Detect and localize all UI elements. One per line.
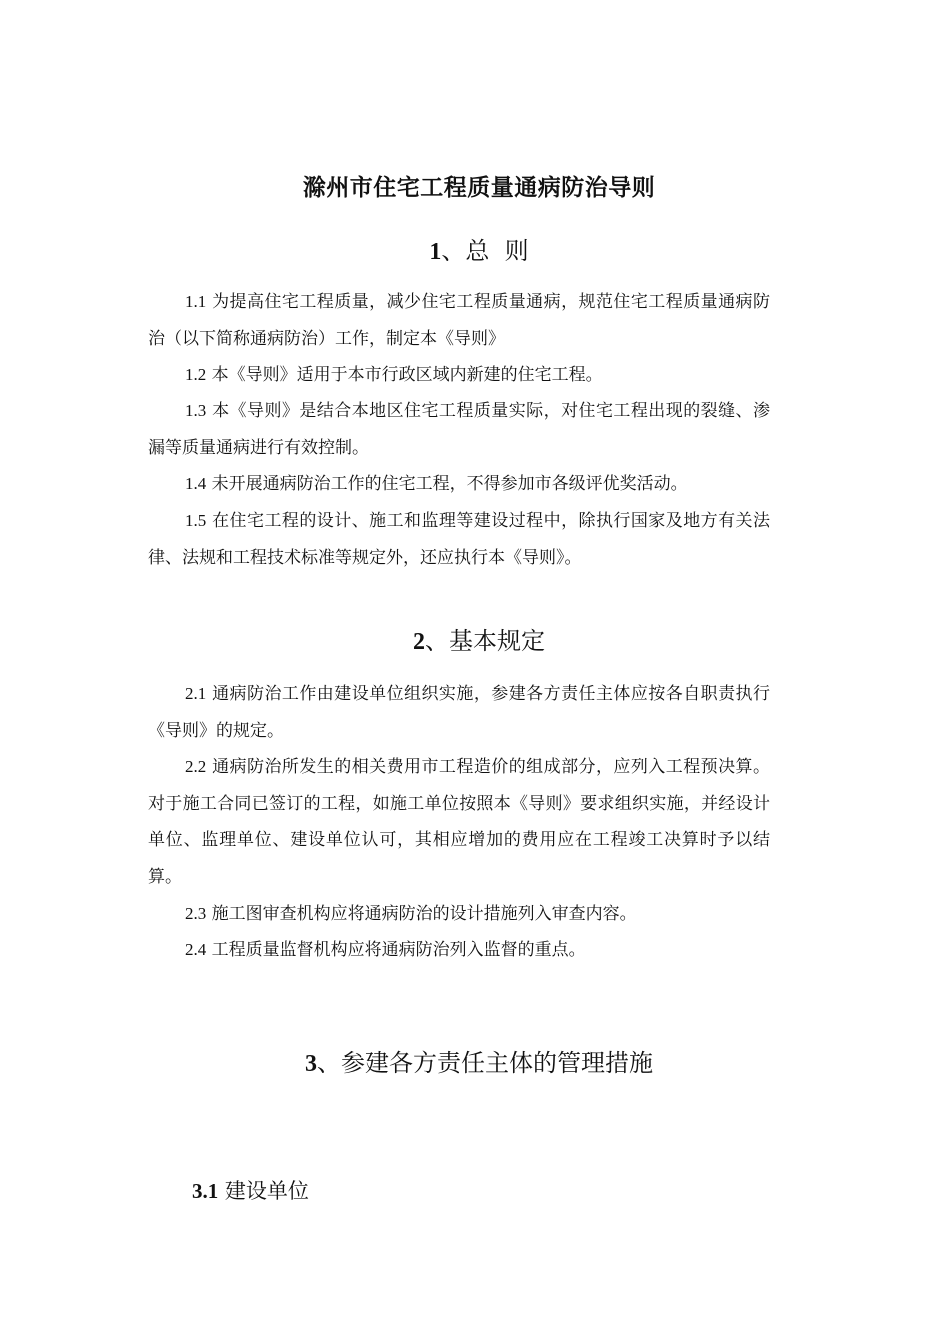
clause-number: 1.1 (185, 292, 207, 311)
clause-text: 本《导则》是结合本地区住宅工程质量实际，对住宅工程出现的裂缝、渗漏等质量通病进行有效控制。 (148, 401, 770, 458)
subsection-title: 建设单位 (218, 1179, 309, 1203)
paragraph-2-3 (148, 896, 770, 933)
clause-number: 2.4 (185, 940, 207, 959)
paragraph-1-3 (148, 393, 770, 466)
clause-number: 1.3 (185, 401, 207, 420)
subsection-heading-3-1 (192, 1176, 309, 1206)
section-number: 3 (305, 1051, 317, 1077)
clause-number: 1.5 (185, 511, 207, 530)
section-heading-3 (0, 1046, 950, 1081)
clause-text: 施工图审查机构应将通病防治的设计措施列入审查内容。 (206, 904, 637, 924)
clause-text: 本《导则》适用于本市行政区域内新建的住宅工程。 (206, 365, 603, 385)
section-number: 1 (429, 239, 442, 265)
clause-number: 2.3 (185, 904, 207, 923)
clause-number: 1.4 (185, 474, 207, 493)
paragraph-2-2 (148, 749, 770, 895)
paragraph-1-4 (148, 466, 770, 503)
paragraph-2-1 (148, 676, 770, 749)
paragraph-2-4 (148, 932, 770, 969)
clause-text: 工程质量监督机构应将通病防治列入监督的重点。 (206, 940, 586, 960)
clause-text: 未开展通病防治工作的住宅工程，不得参加市各级评优奖活动。 (206, 474, 688, 494)
section-title: 、总 则 (441, 237, 529, 265)
section-title: 、参建各方责任主体的管理措施 (317, 1049, 653, 1077)
paragraph-1-1 (148, 284, 770, 357)
clause-number: 2.1 (185, 684, 207, 703)
paragraph-1-5 (148, 503, 770, 576)
clause-text: 为提高住宅工程质量，减少住宅工程质量通病，规范住宅工程质量通病防治（以下简称通病防治）工作，制定本《导则》 (148, 292, 770, 349)
clause-text: 通病防治所发生的相关费用市工程造价的组成部分，应列入工程预决算。对于施工合同已签订的工程，如施工单位按照本《导则》要求组织实施，并经设计单位、监理单位、建设单位认可，其相应增加的费用应在工程竣工决算时予以结算。 (148, 757, 770, 887)
document-title: 滁州市住宅工程质量通病防治导则 (302, 175, 656, 201)
section-heading-1 (0, 234, 950, 269)
subsection-number: 3.1 (192, 1179, 219, 1203)
section-title: 、基本规定 (425, 627, 545, 655)
clause-text: 在住宅工程的设计、施工和监理等建设过程中，除执行国家及地方有关法律、法规和工程技术标准等规定外，还应执行本《导则》。 (148, 511, 770, 568)
clause-text: 通病防治工作由建设单位组织实施，参建各方责任主体应按各自职责执行《导则》的规定。 (148, 684, 770, 741)
section-number: 2 (413, 629, 425, 655)
clause-number: 1.2 (185, 365, 207, 384)
paragraph-1-2 (148, 357, 770, 394)
clause-number: 2.2 (185, 757, 207, 776)
section-heading-2 (0, 624, 950, 659)
